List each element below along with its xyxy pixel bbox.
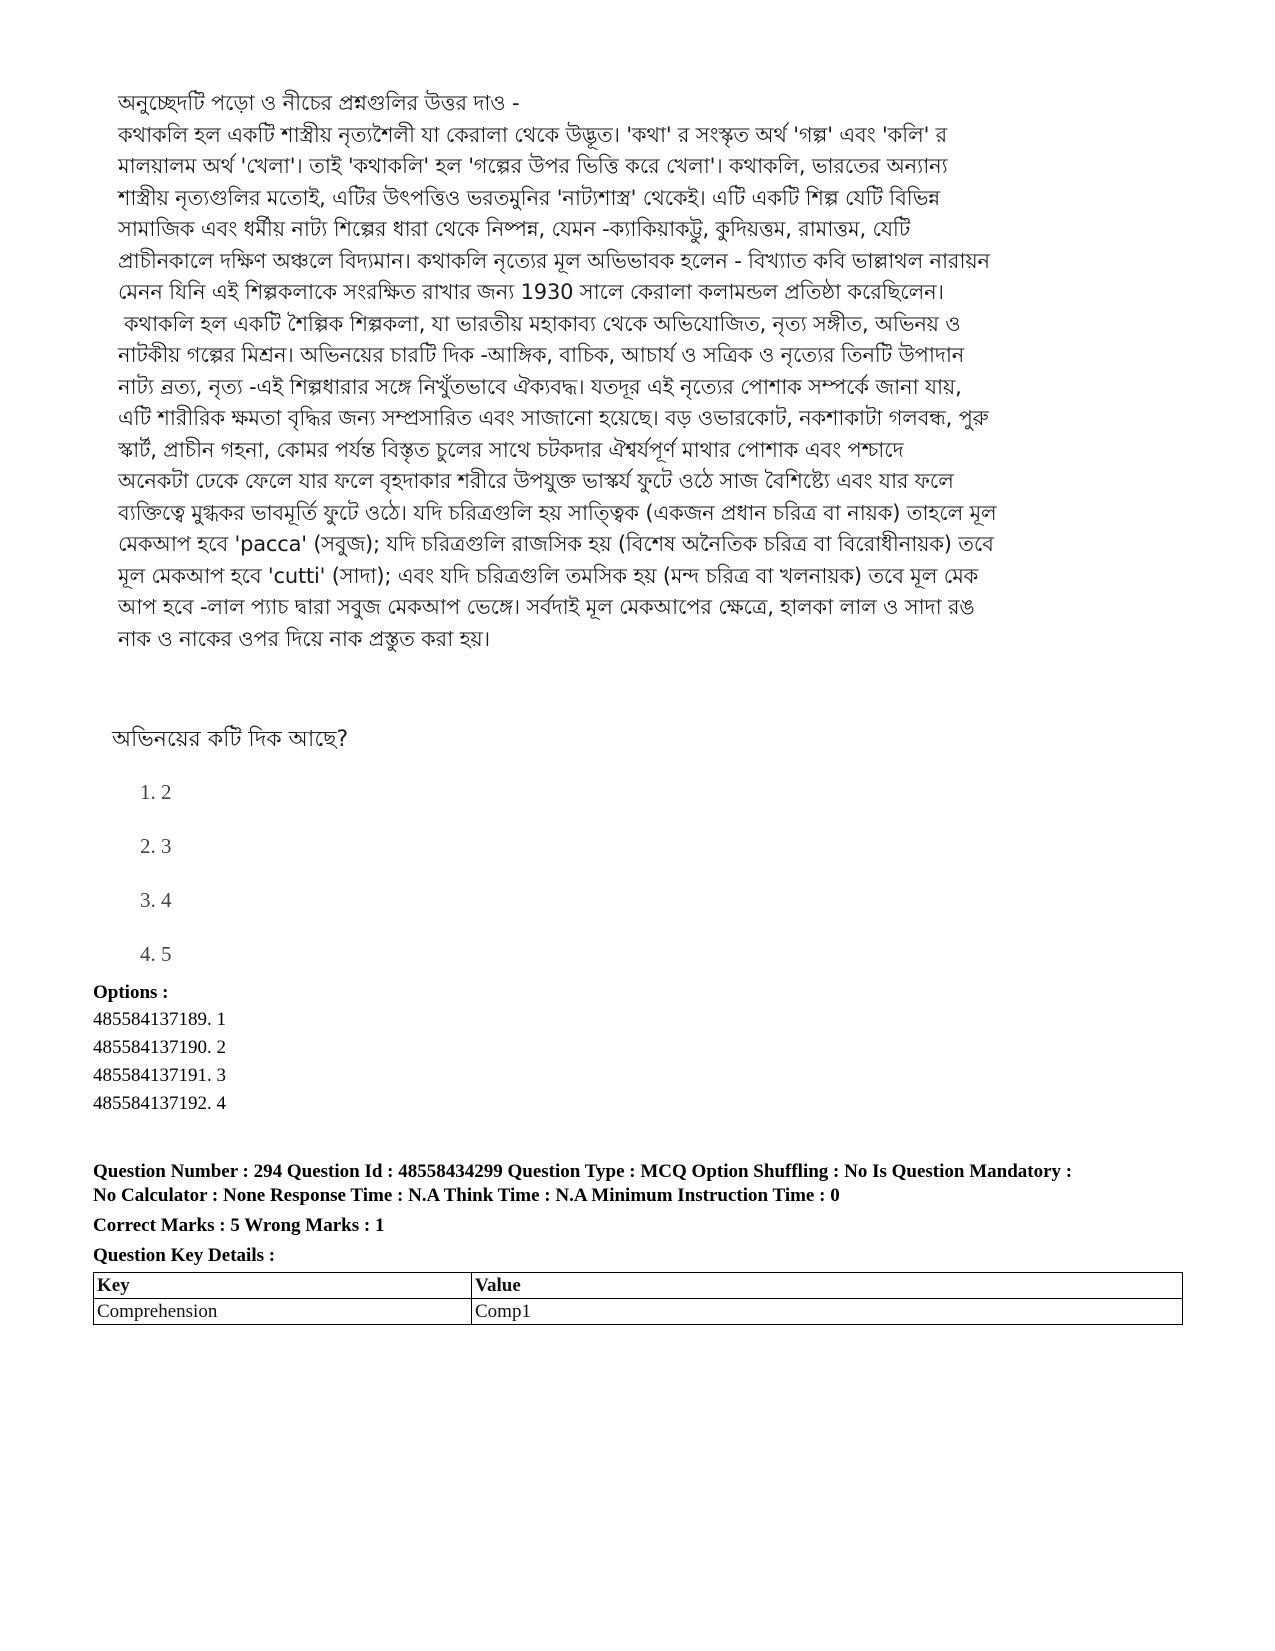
passage-line: মেনন যিনি এই শিল্পকলাকে সংরক্ষিত রাখার জন্য 1930 সালে কেরালা কলামন্ডল প্রতিষ্ঠা করেছিলেন। bbox=[118, 280, 944, 304]
passage-line: অনেকটা ঢেকে ফেলে যার ফলে বৃহদাকার শরীরে উপযুক্ত ভাস্কর্য ফুটে ওঠে সাজ বৈশিষ্ট্যে এবং যার ফলে bbox=[118, 469, 954, 493]
passage-line: ব্যক্তিত্বে মুগ্ধকর ভাবমূর্তি ফুটে ওঠে। যদি চরিত্রগুলি হয় সাত্ত্বিক (একজন প্রধান চরিত্র বা নায়ক) তাহলে মূল bbox=[118, 500, 997, 525]
choice-item: 1. 2 bbox=[140, 780, 172, 804]
table-header-row bbox=[94, 1273, 1183, 1299]
passage-line: এটি শারীরিক ক্ষমতা বৃদ্ধির জন্য সম্প্রসারিত এবং সাজানো হয়েছে। বড় ওভারকোট, নকশাকাটা গলবন্ধ, পুরু bbox=[118, 406, 989, 430]
option-id-line: 485584137189. 1 bbox=[93, 1009, 226, 1030]
passage-line: কথাকলি হল একটি শাস্ত্রীয় নৃত্যশৈলী যা কেরালা থেকে উদ্ভূত। 'কথা' র সংস্কৃত অর্থ 'গল্প' এবং 'কলি' র bbox=[118, 122, 947, 147]
passage-line: শাস্ত্রীয় নৃত্যগুলির মতোই, এটির উৎপত্তিও ভরতমুনির 'নাট্যশাস্ত্র' থেকেই। এটি একটি শিল্প যেটি বিভিন্ন bbox=[118, 185, 940, 210]
question-key-table bbox=[93, 1272, 1183, 1325]
choice-item: 3. 4 bbox=[140, 888, 172, 912]
answer-choices bbox=[140, 778, 172, 994]
table-cell: Comp1 bbox=[472, 1299, 1183, 1325]
options-block bbox=[93, 982, 226, 1118]
passage-line: নাটকীয় গল্পের মিশ্রন। অভিনয়ের চারটি দিক -আঙ্গিক, বাচিক, আচার্য ও সত্রিক ও নৃত্যের তিনটি উপাদান bbox=[118, 343, 965, 367]
choice-item: 2. 3 bbox=[140, 834, 172, 858]
passage-line: নাট্য ন্রত্য, নৃত্য -এই শিল্পধারার সঙ্গে নিখুঁতভাবে ঐক্যবদ্ধ। যতদূর এই নৃত্যের পোশাক সম্পর্কে জানা যায়, bbox=[118, 374, 962, 399]
passage-line: প্রাচীনকালে দক্ষিণ অঞ্চলে বিদ্যমান। কথাকলি নৃত্যের মূল অভিভাবক হলেন - বিখ্যাত কবি ভাল্লাথল নারায়ন bbox=[118, 248, 990, 273]
question-text: অভিনয়ের কটি দিক আছে? bbox=[112, 727, 349, 752]
choice-item: 4. 5 bbox=[140, 942, 172, 966]
column-header-key: Key bbox=[94, 1273, 472, 1299]
table-row bbox=[94, 1299, 1183, 1325]
question-info-line: Question Number : 294 Question Id : 48558434299 Question Type : MCQ Option Shuffling : No Is Question Mandatory : bbox=[93, 1161, 1073, 1182]
option-id-line: 485584137190. 2 bbox=[93, 1037, 226, 1058]
marks-line: Correct Marks : 5 Wrong Marks : 1 bbox=[93, 1215, 385, 1236]
comprehension-passage bbox=[118, 88, 1178, 655]
key-details-title: Question Key Details : bbox=[93, 1245, 276, 1266]
question-metadata bbox=[93, 1160, 1183, 1268]
passage-line: নাক ও নাকের ওপর দিয়ে নাক প্রস্তুত করা হয়। bbox=[118, 626, 490, 651]
table-cell: Comprehension bbox=[94, 1299, 472, 1325]
column-header-value: Value bbox=[472, 1273, 1183, 1299]
passage-line: কথাকলি হল একটি শৈল্পিক শিল্পকলা, যা ভারতীয় মহাকাব্য থেকে অভিযোজিত, নৃত্য সঙ্গীত, অভিনয় ও bbox=[124, 311, 961, 336]
passage-line: মালয়ালম অর্থ 'খেলা'। তাই 'কথাকলি' হল 'গল্পের উপর ভিত্তি করে খেলা'। কথাকলি, ভারতের অন্যান্য bbox=[118, 154, 948, 178]
options-title: Options : bbox=[93, 982, 169, 1003]
passage-line: স্কার্ট, প্রাচীন গহনা, কোমর পর্যন্ত বিস্তৃত চুলের সাথে চটকদার ঐশ্বর্যপূর্ণ মাথার পোশাক এবং পশ্চাদে bbox=[118, 437, 904, 462]
passage-instruction: অনুচ্ছেদটি পড়ো ও নীচের প্রশ্নগুলির উত্তর দাও - bbox=[118, 91, 520, 115]
passage-line: মূল মেকআপ হবে 'cutti' (সাদা); এবং যদি চরিত্রগুলি তমসিক হয় (মন্দ চরিত্র বা খলনায়ক) তবে মূল মেক bbox=[118, 563, 979, 588]
passage-line: মেকআপ হবে 'pacca' (সবুজ); যদি চরিত্রগুলি রাজসিক হয় (বিশেষ অনৈতিক চরিত্র বা বিরোধীনায়ক) তবে bbox=[118, 532, 994, 556]
question-info-line: No Calculator : None Response Time : N.A Think Time : N.A Minimum Instruction Time : 0 bbox=[93, 1185, 840, 1206]
passage-line: আপ হবে -লাল প্যাচ দ্বারা সবুজ মেকআপ ভেঙ্গে। সর্বদাই মূল মেকআপের ক্ষেত্রে, হালকা লাল ও সাদা রঙ bbox=[118, 595, 975, 619]
option-id-line: 485584137192. 4 bbox=[93, 1093, 226, 1114]
passage-line: সামাজিক এবং ধর্মীয় নাট্য শিল্পের ধারা থেকে নিষ্পন্ন, যেমন -ক্যাকিয়াকট্টু, কুদিয়ত্তম, রামাত্তম, যেটি bbox=[118, 217, 911, 241]
option-id-line: 485584137191. 3 bbox=[93, 1065, 226, 1086]
